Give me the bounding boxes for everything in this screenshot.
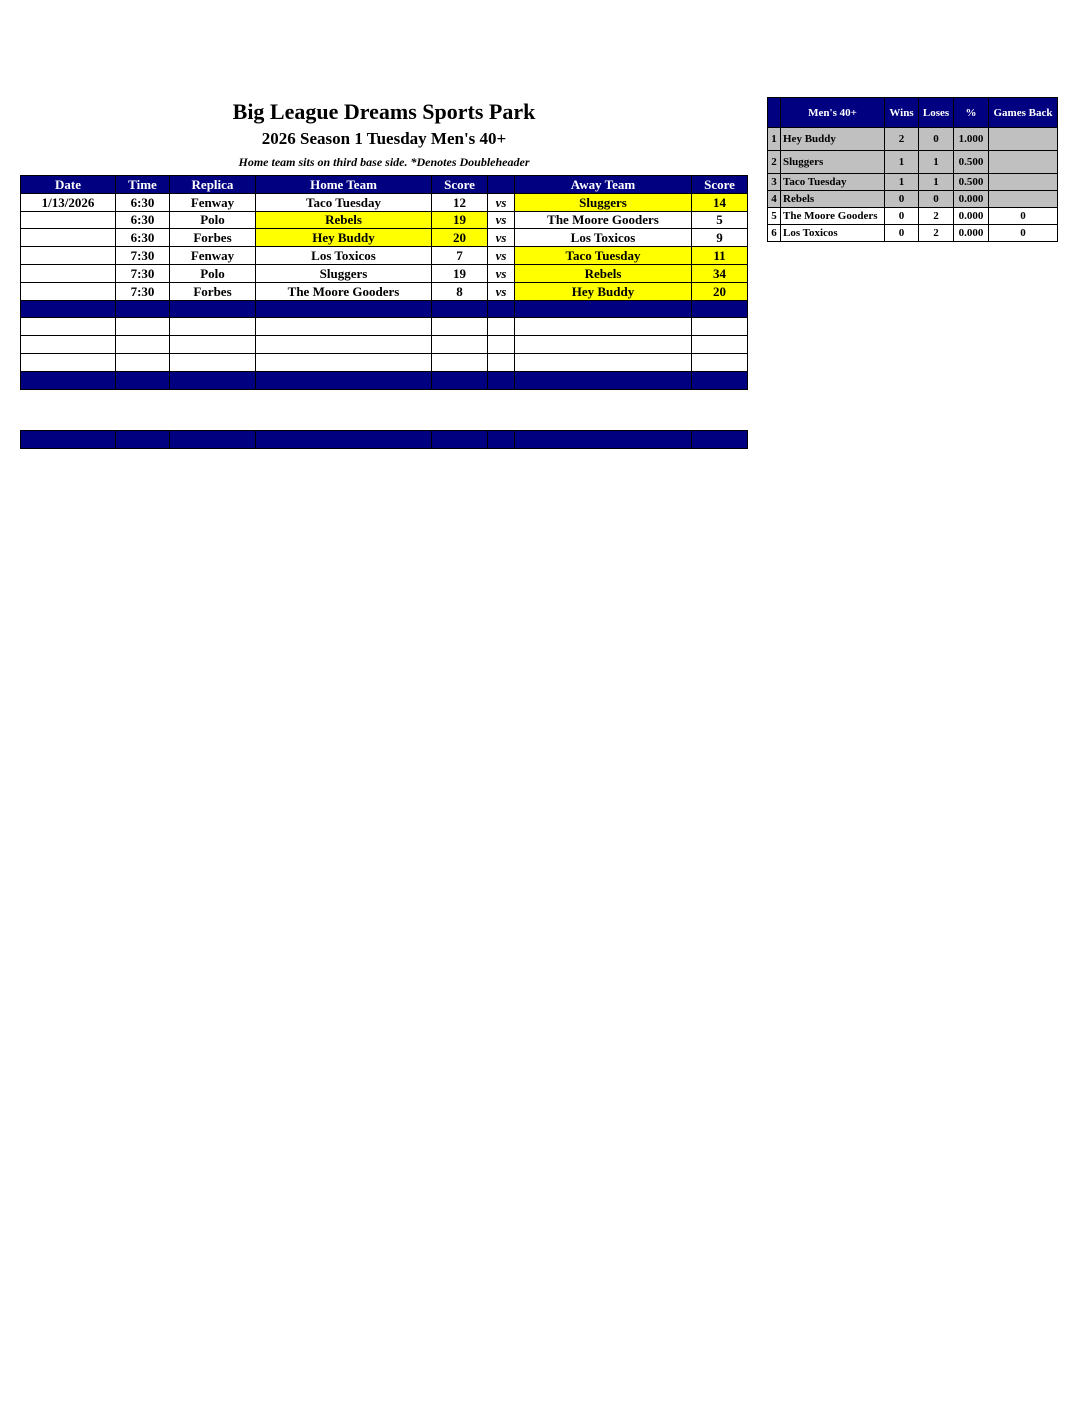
vs-label: vs (488, 229, 515, 247)
standings-rank: 3 (768, 174, 781, 191)
schedule-note: Home team sits on third base side. *Denotes Doubleheader (238, 155, 530, 169)
home-team: Los Toxicos (256, 247, 432, 265)
bottom-band (20, 430, 748, 449)
standings-team: Los Toxicos (781, 225, 885, 242)
standings-header-pct: % (954, 98, 989, 128)
standings-loses: 2 (919, 208, 954, 225)
home-team: Taco Tuesday (256, 193, 432, 211)
game-row (21, 282, 748, 300)
standings-wins: 1 (885, 151, 919, 174)
standings-row (768, 225, 1058, 242)
col-header-time: Time (116, 176, 170, 194)
away-score: 14 (692, 193, 748, 211)
empty-row (21, 336, 748, 354)
standings-rank: 4 (768, 191, 781, 208)
standings-row (768, 208, 1058, 225)
game-field: Fenway (170, 193, 256, 211)
home-team: Hey Buddy (256, 229, 432, 247)
game-time: 7:30 (116, 282, 170, 300)
game-field: Polo (170, 264, 256, 282)
standings-table (767, 97, 1058, 242)
standings-games-back (989, 191, 1058, 208)
standings-games-back: 0 (989, 225, 1058, 242)
game-row (21, 193, 748, 211)
schedule-header-row (21, 176, 748, 194)
home-team: Sluggers (256, 264, 432, 282)
home-team: The Moore Gooders (256, 282, 432, 300)
standings-loses: 0 (919, 128, 954, 151)
col-header-away-score: Score (692, 176, 748, 194)
away-score: 34 (692, 264, 748, 282)
season-subtitle: 2026 Season 1 Tuesday Men's 40+ (261, 129, 507, 148)
standings-pct: 0.500 (954, 174, 989, 191)
standings-pct: 0.500 (954, 151, 989, 174)
standings-loses: 2 (919, 225, 954, 242)
empty-row (21, 353, 748, 371)
game-date (21, 264, 116, 282)
game-field: Forbes (170, 229, 256, 247)
game-field: Polo (170, 211, 256, 229)
away-team: The Moore Gooders (515, 211, 692, 229)
standings-header-wins: Wins (885, 98, 919, 128)
game-time: 7:30 (116, 247, 170, 265)
game-time: 7:30 (116, 264, 170, 282)
standings-row (768, 191, 1058, 208)
standings-games-back: 0 (989, 208, 1058, 225)
col-header-home-score: Score (432, 176, 488, 194)
page-title: Big League Dreams Sports Park (232, 99, 536, 124)
away-score: 5 (692, 211, 748, 229)
standings-pct: 1.000 (954, 128, 989, 151)
col-header-date: Date (21, 176, 116, 194)
away-team: Hey Buddy (515, 282, 692, 300)
standings-games-back (989, 151, 1058, 174)
standings-pct: 0.000 (954, 191, 989, 208)
col-header-replica: Replica (170, 176, 256, 194)
game-field: Forbes (170, 282, 256, 300)
standings-rank: 6 (768, 225, 781, 242)
home-score: 19 (432, 264, 488, 282)
standings-team: Taco Tuesday (781, 174, 885, 191)
standings-team: Rebels (781, 191, 885, 208)
vs-label: vs (488, 211, 515, 229)
game-row (21, 229, 748, 247)
home-score: 19 (432, 211, 488, 229)
away-team: Taco Tuesday (515, 247, 692, 265)
standings-wins: 0 (885, 225, 919, 242)
standings-header-division: Men's 40+ (781, 98, 885, 128)
standings-row (768, 128, 1058, 151)
standings-wins: 1 (885, 174, 919, 191)
standings-header-rank (768, 98, 781, 128)
standings-pct: 0.000 (954, 208, 989, 225)
home-score: 20 (432, 229, 488, 247)
home-score: 8 (432, 282, 488, 300)
vs-label: vs (488, 193, 515, 211)
standings-row (768, 151, 1058, 174)
standings-rank: 5 (768, 208, 781, 225)
separator-band-row (21, 300, 748, 318)
game-row (21, 247, 748, 265)
game-row (21, 264, 748, 282)
standings-row (768, 174, 1058, 191)
standings-loses: 0 (919, 191, 954, 208)
away-score: 9 (692, 229, 748, 247)
standings-header-loses: Loses (919, 98, 954, 128)
away-team: Sluggers (515, 193, 692, 211)
away-team: Los Toxicos (515, 229, 692, 247)
standings-pct: 0.000 (954, 225, 989, 242)
empty-row (21, 318, 748, 336)
col-header-home-team: Home Team (256, 176, 432, 194)
game-field: Fenway (170, 247, 256, 265)
game-time: 6:30 (116, 193, 170, 211)
standings-header-games-back: Games Back (989, 98, 1058, 128)
separator-band-row (21, 371, 748, 389)
standings-wins: 0 (885, 191, 919, 208)
away-team: Rebels (515, 264, 692, 282)
vs-label: vs (488, 264, 515, 282)
standings-team: Hey Buddy (781, 128, 885, 151)
col-header-away-team: Away Team (515, 176, 692, 194)
game-date (21, 247, 116, 265)
standings-wins: 0 (885, 208, 919, 225)
standings-games-back (989, 174, 1058, 191)
standings-loses: 1 (919, 151, 954, 174)
standings-loses: 1 (919, 174, 954, 191)
standings-rank: 1 (768, 128, 781, 151)
home-score: 12 (432, 193, 488, 211)
game-time: 6:30 (116, 211, 170, 229)
standings-rank: 2 (768, 151, 781, 174)
schedule-table (20, 175, 748, 390)
game-time: 6:30 (116, 229, 170, 247)
game-date: 1/13/2026 (21, 193, 116, 211)
standings-games-back (989, 128, 1058, 151)
standings-header-row (768, 98, 1058, 128)
game-date (21, 229, 116, 247)
vs-label: vs (488, 282, 515, 300)
game-date (21, 211, 116, 229)
standings-team: The Moore Gooders (781, 208, 885, 225)
home-team: Rebels (256, 211, 432, 229)
standings-team: Sluggers (781, 151, 885, 174)
game-date (21, 282, 116, 300)
col-header-vs (488, 176, 515, 194)
away-score: 20 (692, 282, 748, 300)
away-score: 11 (692, 247, 748, 265)
home-score: 7 (432, 247, 488, 265)
vs-label: vs (488, 247, 515, 265)
game-row (21, 211, 748, 229)
standings-wins: 2 (885, 128, 919, 151)
